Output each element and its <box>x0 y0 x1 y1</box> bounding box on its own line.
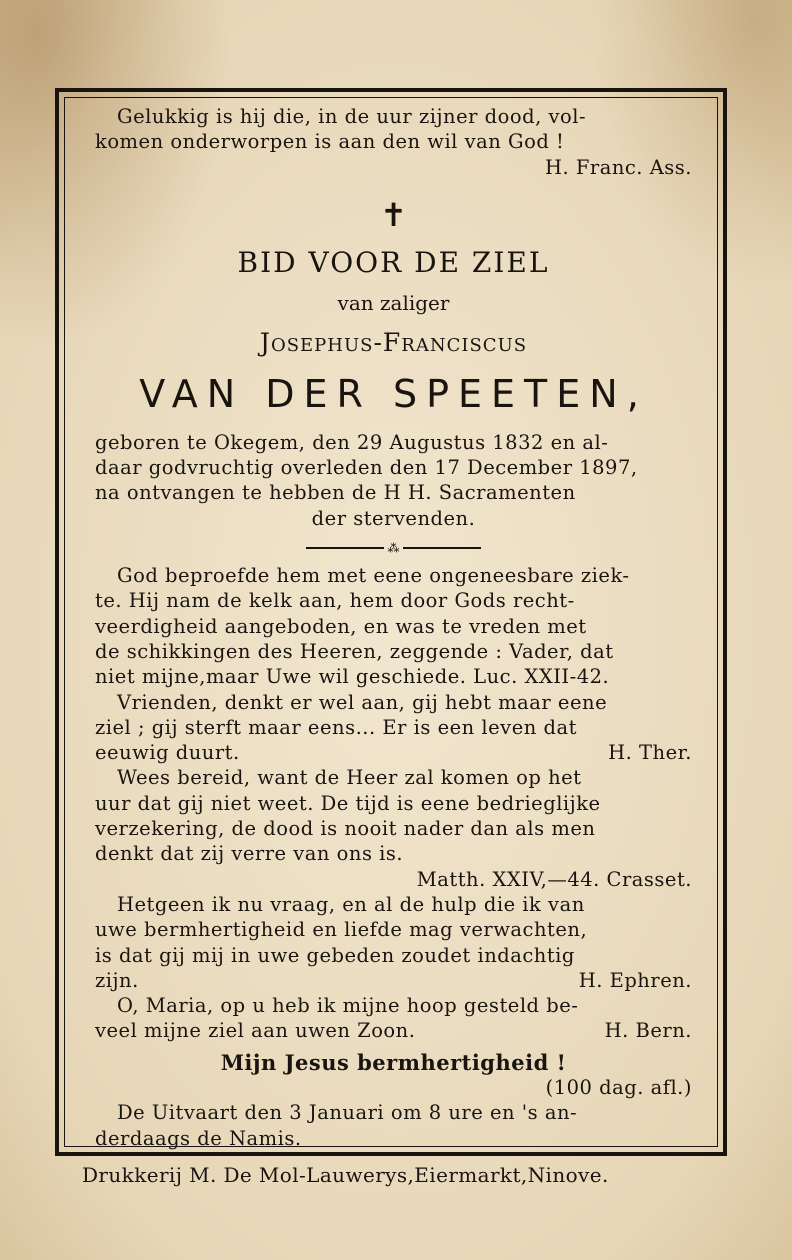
prayer-source: Matth. XXIV,—44. Crasset. <box>416 867 692 891</box>
heading-bid: BID VOOR DE ZIEL <box>237 245 550 279</box>
prayer-source: H. Ephren. <box>578 968 692 992</box>
prayer-line <box>95 968 692 993</box>
prayer-line: O, Maria, op u heb ik mijne hoop gesteld be- <box>117 994 579 1018</box>
invocation: Mijn Jesus bermhertigheid ! <box>220 1049 567 1075</box>
printer-credit: Drukkerij M. De Mol-Lauwerys,Eiermarkt,Ninove. <box>82 1163 609 1187</box>
prayer-text: zijn. <box>95 968 139 992</box>
prayer-line <box>95 1018 692 1043</box>
prayer-line: de schikkingen des Heeren, zeggende : Vader, dat <box>95 639 614 663</box>
bio-line: na ontvangen te hebben de H H. Sacramenten <box>95 481 576 505</box>
prayer-line: Wees bereid, want de Heer zal komen op het <box>117 766 582 790</box>
prayer-line: God beproefde hem met eene ongeneesbare ziek- <box>117 564 630 588</box>
bio-line: geboren te Okegem, den 29 Augustus 1832 en al- <box>95 430 609 454</box>
ornamental-divider: ⁂ <box>306 541 481 555</box>
prayer-line: uur dat gij niet weet. De tijd is eene bedrieglijke <box>95 791 601 815</box>
prayer-line: veerdigheid aangeboden, en was te vreden met <box>95 614 587 638</box>
prayer-line: uwe bermhertigheid en liefde mag verwachten, <box>95 918 588 942</box>
indulgence: (100 dag. afl.) <box>545 1076 692 1100</box>
prayer-text: veel mijne ziel aan uwen Zoon. <box>95 1019 416 1043</box>
prayer-line: te. Hij nam de kelk aan, hem door Gods recht- <box>95 589 575 613</box>
memorial-text <box>95 104 692 1151</box>
prayer-line: verzekering, de dood is nooit nader dan als men <box>95 817 596 841</box>
biography <box>95 430 692 531</box>
prayer-line: Hetgeen ik nu vraag, en al de hulp die ik van <box>117 892 585 916</box>
prayer-source: H. Bern. <box>604 1019 692 1043</box>
prayer-line: Vrienden, denkt er wel aan, gij hebt maar eene <box>117 690 608 714</box>
prayer-source: H. Ther. <box>608 741 692 765</box>
prayer-text: eeuwig duurt. <box>95 741 240 765</box>
quote-line-2: komen onderworpen is aan den wil van God ! <box>95 130 565 154</box>
prayer-line: is dat gij mij in uwe gebeden zoudet indachtig <box>95 943 575 967</box>
funeral-line: derdaags de Namis. <box>95 1126 302 1150</box>
prayer-line <box>95 740 692 765</box>
quote-line-1: Gelukkig is hij die, in de uur zijner dood, vol- <box>117 105 587 128</box>
funeral-line: De Uitvaart den 3 Januari om 8 ure en 's an- <box>117 1101 578 1125</box>
heading-van: van zaliger <box>337 290 450 315</box>
bio-line: daar godvruchtig overleden den 17 December 1897, <box>95 456 638 480</box>
prayer-line: niet mijne,maar Uwe wil geschiede. Luc. XXII-42. <box>95 665 610 689</box>
given-names: Josephus-Franciscus <box>259 327 528 357</box>
bio-line: der stervenden. <box>311 506 476 530</box>
surname: VAN DER SPEETEN, <box>139 371 648 416</box>
prayer-line: ziel ; gij sterft maar eens... Er is een leven dat <box>95 715 577 739</box>
prayer-line: denkt dat zij verre van ons is. <box>95 842 404 866</box>
quote-source: H. Franc. Ass. <box>544 155 692 179</box>
prayers <box>95 563 692 1044</box>
cross-icon: ✝ <box>380 195 407 234</box>
